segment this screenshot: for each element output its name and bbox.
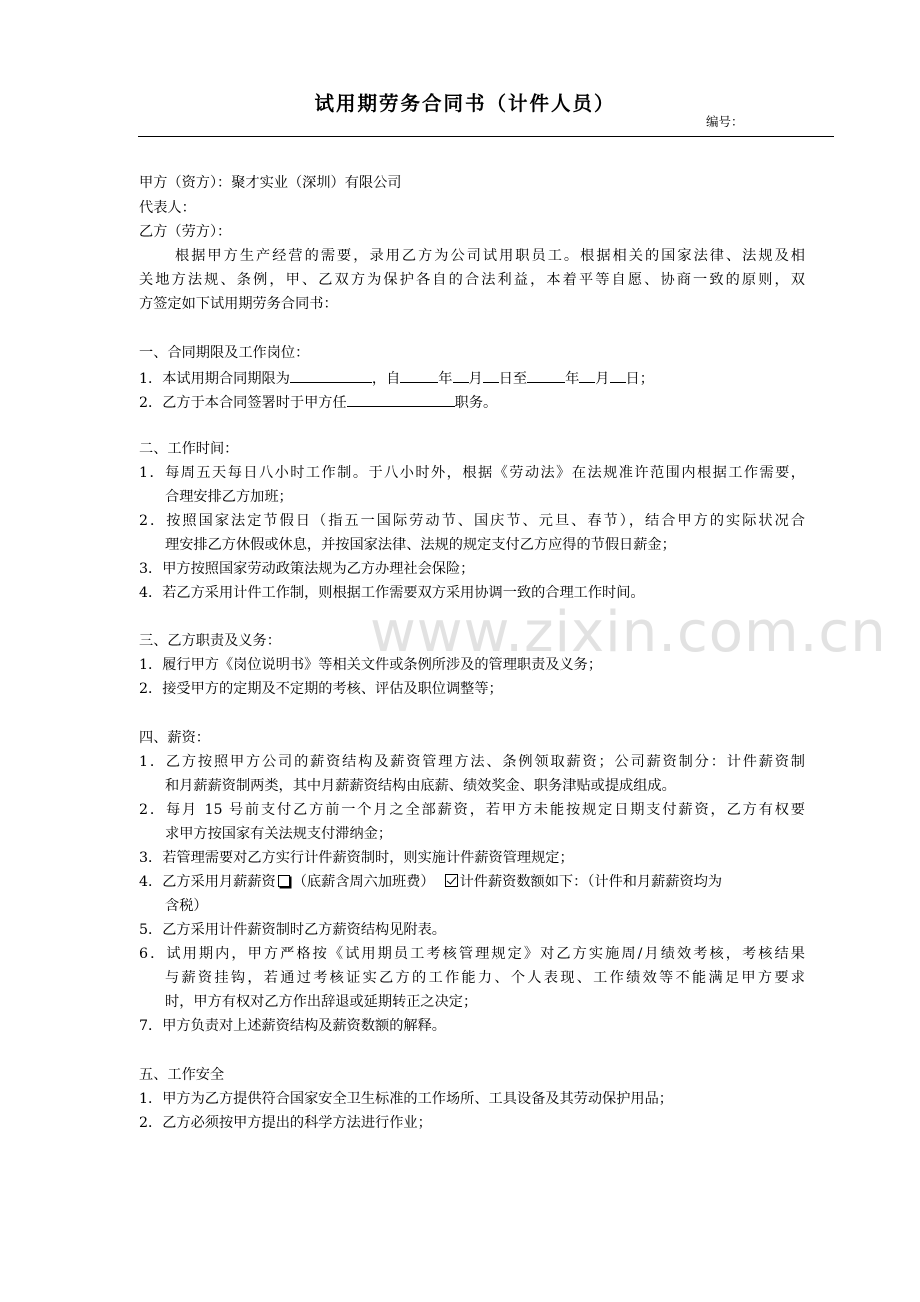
clause-text: 职务。 bbox=[454, 395, 498, 411]
party-a-line: 甲方（资方）：聚才实业（深圳）有限公司 bbox=[139, 175, 402, 191]
clause-line: 和月薪薪资制两类，其中月薪薪资结构由底薪、绩效奖金、职务津贴或提成组成。 bbox=[165, 778, 676, 794]
clause-line: 3．若管理需要对乙方实行计件薪资制时，则实施计件薪资管理规定； bbox=[139, 850, 574, 866]
clause-line: 含税） bbox=[165, 898, 208, 914]
watermark: www.zixin.com.cn bbox=[370, 600, 887, 665]
position-blank bbox=[347, 389, 455, 407]
clause-line: 5．乙方采用计件薪资制时乙方薪资结构见附表。 bbox=[139, 922, 446, 938]
clause-text: 年 bbox=[438, 371, 453, 387]
clause-text: 月 bbox=[468, 371, 483, 387]
clause-text: ，自 bbox=[371, 371, 401, 387]
clause-line: 2．按照国家法定节假日（指五一国际劳动节、国庆节、元旦、春节），结合甲方的实际状况合 bbox=[139, 513, 805, 529]
clause-text: 日至 bbox=[498, 371, 528, 387]
end-month-blank bbox=[579, 365, 595, 383]
position-line bbox=[139, 389, 497, 413]
clause-line: 2．乙方必须按甲方提出的科学方法进行作业； bbox=[139, 1115, 432, 1131]
end-day-blank bbox=[610, 365, 626, 383]
clause-text: 1．本试用期合同期限为 bbox=[139, 371, 290, 387]
clause-line: 时，甲方有权对乙方作出辞退或延期转正之决定； bbox=[165, 994, 478, 1010]
header-rule bbox=[138, 136, 834, 137]
clause-text: 4．乙方采用月薪薪资 bbox=[139, 874, 276, 890]
clause-line: 7．甲方负责对上述薪资结构及薪资数额的解释。 bbox=[139, 1018, 446, 1034]
clause-line: 3．甲方按照国家劳动政策法规为乙方办理社会保险； bbox=[139, 561, 475, 577]
clause-line: 与薪资挂钩，若通过考核证实乙方的工作能力、个人表现、工作绩效等不能满足甲方要求 bbox=[165, 970, 805, 986]
start-month-blank bbox=[453, 365, 469, 383]
clause-text: 月 bbox=[595, 371, 610, 387]
clause-line: 4．若乙方采用计件工作制，则根据工作需要双方采用协调一致的合理工作时间。 bbox=[139, 585, 645, 601]
start-day-blank bbox=[483, 365, 499, 383]
representative-line: 代表人： bbox=[139, 200, 196, 216]
monthly-salary-checkbox[interactable] bbox=[278, 875, 290, 887]
clause-line: 1．乙方按照甲方公司的薪资结构及薪资管理方法、条例领取薪资；公司薪资制分：计件薪资制 bbox=[139, 754, 805, 770]
party-b-line: 乙方（劳方）： bbox=[139, 224, 232, 240]
clause-line: 求甲方按国家有关法规支付滞纳金； bbox=[165, 826, 393, 842]
document-title: 试用期劳务合同书（计件人员） bbox=[314, 92, 616, 115]
clause-text: （底薪含周六加班费） bbox=[292, 874, 435, 890]
salary-type-line bbox=[139, 870, 722, 894]
term-blank bbox=[290, 365, 372, 383]
clause-line: 2．接受甲方的定期及不定期的考核、评估及职位调整等； bbox=[139, 681, 503, 697]
section-heading: 二、工作时间： bbox=[139, 441, 239, 457]
clause-line: 1．每周五天每日八小时工作制。于八小时外，根据《劳动法》在法规准许范围内根据工作需要， bbox=[139, 465, 805, 481]
clause-line: 6．试用期内，甲方严格按《试用期员工考核管理规定》对乙方实施周/月绩效考核，考核结果 bbox=[139, 946, 805, 962]
section-heading: 一、合同期限及工作岗位： bbox=[139, 345, 310, 361]
clause-line: 合理安排乙方加班； bbox=[165, 489, 293, 505]
clause-line: 理安排乙方休假或休息，并按国家法律、法规的规定支付乙方应得的节假日薪金； bbox=[165, 537, 676, 553]
clause-text: 日； bbox=[625, 371, 654, 387]
clause-line: 1．履行甲方《岗位说明书》等相关文件或条例所涉及的管理职责及义务； bbox=[139, 657, 603, 673]
section-heading: 四、薪资： bbox=[139, 730, 210, 746]
clause-line: 2．每月 15 号前支付乙方前一个月之全部薪资，若甲方未能按规定日期支付薪资，乙方有权要 bbox=[139, 802, 805, 818]
preamble-line: 方签定如下试用期劳务合同书： bbox=[139, 296, 338, 312]
clause-line: 1．甲方为乙方提供符合国家安全卫生标准的工作场所、工具设备及其劳动保护用品； bbox=[139, 1091, 673, 1107]
clause-text: 2．乙方于本合同签署时于甲方任 bbox=[139, 395, 347, 411]
piece-rate-checkbox-checked[interactable] bbox=[445, 874, 458, 887]
contract-term-line bbox=[139, 365, 654, 389]
clause-text: 计件薪资数额如下：（计件和月薪薪资均为 bbox=[459, 874, 723, 890]
section-heading: 三、乙方职责及义务： bbox=[139, 633, 281, 649]
preamble-line: 根据甲方生产经营的需要，录用乙方为公司试用职员工。根据相关的国家法律、法规及相 bbox=[175, 248, 805, 264]
section-heading: 五、工作安全 bbox=[139, 1067, 225, 1083]
doc-number-label: 编号： bbox=[706, 114, 744, 129]
start-year-blank bbox=[400, 365, 438, 383]
clause-text: 年 bbox=[565, 371, 580, 387]
preamble-line: 关地方法规、条例，甲、乙双方为保护各自的合法利益，本着平等自愿、协商一致的原则，双 bbox=[139, 272, 805, 288]
end-year-blank bbox=[527, 365, 565, 383]
